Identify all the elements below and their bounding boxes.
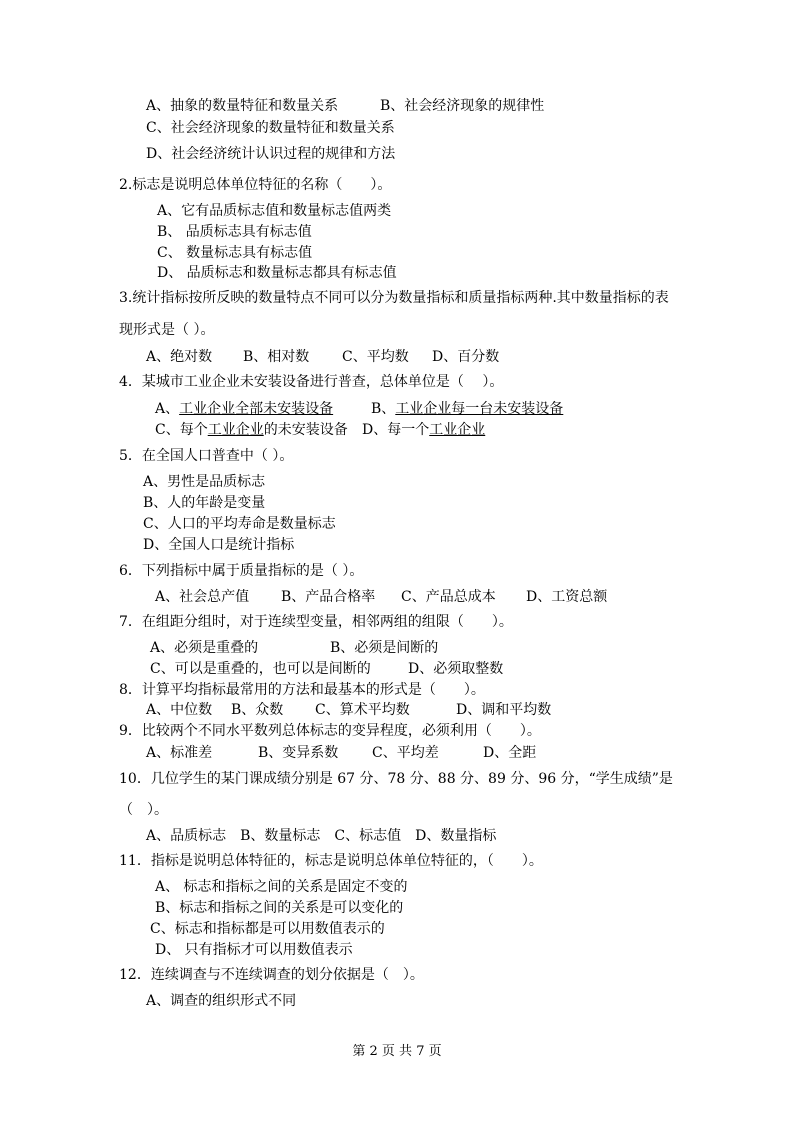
q5-option-d: D、全国人口是统计指标 bbox=[143, 537, 295, 553]
q8-option-c: C、算术平均数 bbox=[315, 702, 410, 718]
q12-stem: 12．连续调查与不连续调查的划分依据是（ ）。 bbox=[119, 967, 424, 983]
q9-option-b: B、变异系数 bbox=[258, 745, 339, 761]
q7-option-a: A、必须是重叠的 bbox=[150, 640, 259, 656]
q8-option-a: A、中位数 bbox=[146, 702, 213, 718]
q4-stem: 4．某城市工业企业未安装设备进行普查，总体单位是（ ）。 bbox=[119, 374, 504, 390]
q3-option-a: A、绝对数 bbox=[146, 349, 213, 365]
q2-option-d: D、 品质标志和数量标志都具有标志值 bbox=[157, 265, 397, 281]
q4-option-c bbox=[155, 421, 348, 439]
q5-option-b: B、人的年龄是变量 bbox=[143, 495, 266, 511]
q11-option-a: A、 标志和指标之间的关系是固定不变的 bbox=[155, 879, 408, 895]
q6-stem: 6．下列指标中属于质量指标的是（ ）。 bbox=[119, 563, 364, 579]
q8-stem: 8．计算平均指标最常用的方法和最基本的形式是（ ）。 bbox=[119, 682, 485, 698]
q4-option-c-prefix: C、每个 bbox=[155, 422, 208, 438]
q6-option-a: A、社会总产值 bbox=[155, 589, 250, 605]
q2-stem: 2.标志是说明总体单位特征的名称（ ）。 bbox=[119, 177, 392, 193]
q4-option-b bbox=[371, 400, 563, 418]
q4-option-d bbox=[362, 421, 485, 439]
q1-option-d: D、社会经济统计认识过程的规律和方法 bbox=[146, 146, 396, 162]
q4-option-a-text: 工业企业全部未安装设备 bbox=[179, 401, 334, 417]
q2-option-a: A、它有品质标志值和数量标志值两类 bbox=[157, 203, 392, 219]
q4-option-c-suffix: 的未安装设备 bbox=[263, 422, 348, 438]
q4-option-b-prefix: B、 bbox=[371, 401, 396, 417]
q10-stem-line1: 10．几位学生的某门课成绩分别是 67 分、78 分、88 分、89 分、96 分，“学生成绩”是 bbox=[119, 771, 673, 787]
q7-option-c: C、可以是重叠的，也可以是间断的 bbox=[150, 661, 371, 677]
q3-option-b: B、相对数 bbox=[243, 349, 310, 365]
q6-option-d: D、工资总额 bbox=[526, 589, 608, 605]
q4-option-d-prefix: D、每一个 bbox=[362, 422, 430, 438]
q11-option-d: D、 只有指标才可以用数值表示 bbox=[155, 942, 353, 958]
q9-option-c: C、平均差 bbox=[372, 745, 439, 761]
q12-option-a: A、调查的组织形式不同 bbox=[146, 993, 297, 1009]
q3-option-c: C、平均数 bbox=[342, 349, 409, 365]
q3-stem-line1: 3.统计指标按所反映的数量特点不同可以分为数量指标和质量指标两种.其中数量指标的表 bbox=[119, 290, 669, 306]
q2-option-b: B、 品质标志具有标志值 bbox=[157, 224, 312, 240]
q3-stem-line2: 现形式是（ ）。 bbox=[119, 322, 215, 338]
q9-option-d: D、全距 bbox=[483, 745, 537, 761]
q8-option-b: B、众数 bbox=[231, 702, 284, 718]
q6-option-b: B、产品合格率 bbox=[281, 589, 376, 605]
q2-option-c: C、 数量标志具有标志值 bbox=[157, 245, 313, 261]
q3-option-d: D、百分数 bbox=[432, 349, 500, 365]
q7-stem: 7．在组距分组时，对于连续型变量，相邻两组的组限（ ）。 bbox=[119, 614, 513, 630]
page-footer: 第 2 页 共 7 页 bbox=[352, 1044, 442, 1059]
q11-option-b: B、标志和指标之间的关系是可以变化的 bbox=[155, 900, 404, 916]
q7-option-b: B、必须是间断的 bbox=[330, 640, 439, 656]
q11-option-c: C、标志和指标都是可以用数值表示的 bbox=[150, 921, 385, 937]
q4-option-a bbox=[155, 400, 333, 418]
q1-option-c: C、社会经济现象的数量特征和数量关系 bbox=[146, 120, 395, 136]
q1-option-a: A、抽象的数量特征和数量关系 bbox=[146, 98, 339, 114]
q10-options: A、品质标志 B、数量标志 C、标志值 D、数量指标 bbox=[146, 828, 497, 844]
q4-option-a-prefix: A、 bbox=[155, 401, 180, 417]
q4-option-d-text: 工业企业 bbox=[429, 422, 486, 438]
q9-option-a: A、标准差 bbox=[146, 745, 213, 761]
q4-option-c-mid: 工业企业 bbox=[207, 422, 264, 438]
q5-option-c: C、人口的平均寿命是数量标志 bbox=[143, 516, 336, 532]
q8-option-d: D、调和平均数 bbox=[456, 702, 552, 718]
q7-option-d: D、必须取整数 bbox=[408, 661, 504, 677]
q5-option-a: A、男性是品质标志 bbox=[143, 474, 266, 490]
q11-stem: 11．指标是说明总体特征的，标志是说明总体单位特征的，（ ）。 bbox=[119, 853, 543, 869]
q5-stem: 5．在全国人口普查中（ ）。 bbox=[119, 448, 294, 464]
q1-option-b: B、社会经济现象的规律性 bbox=[380, 98, 545, 114]
q10-stem-line2: （ ）。 bbox=[119, 802, 168, 818]
q9-stem: 9．比较两个不同水平数列总体标志的变异程度，必须利用（ ）。 bbox=[119, 723, 541, 739]
q6-option-c: C、产品总成本 bbox=[401, 589, 496, 605]
q4-option-b-text: 工业企业每一台未安装设备 bbox=[395, 401, 564, 417]
